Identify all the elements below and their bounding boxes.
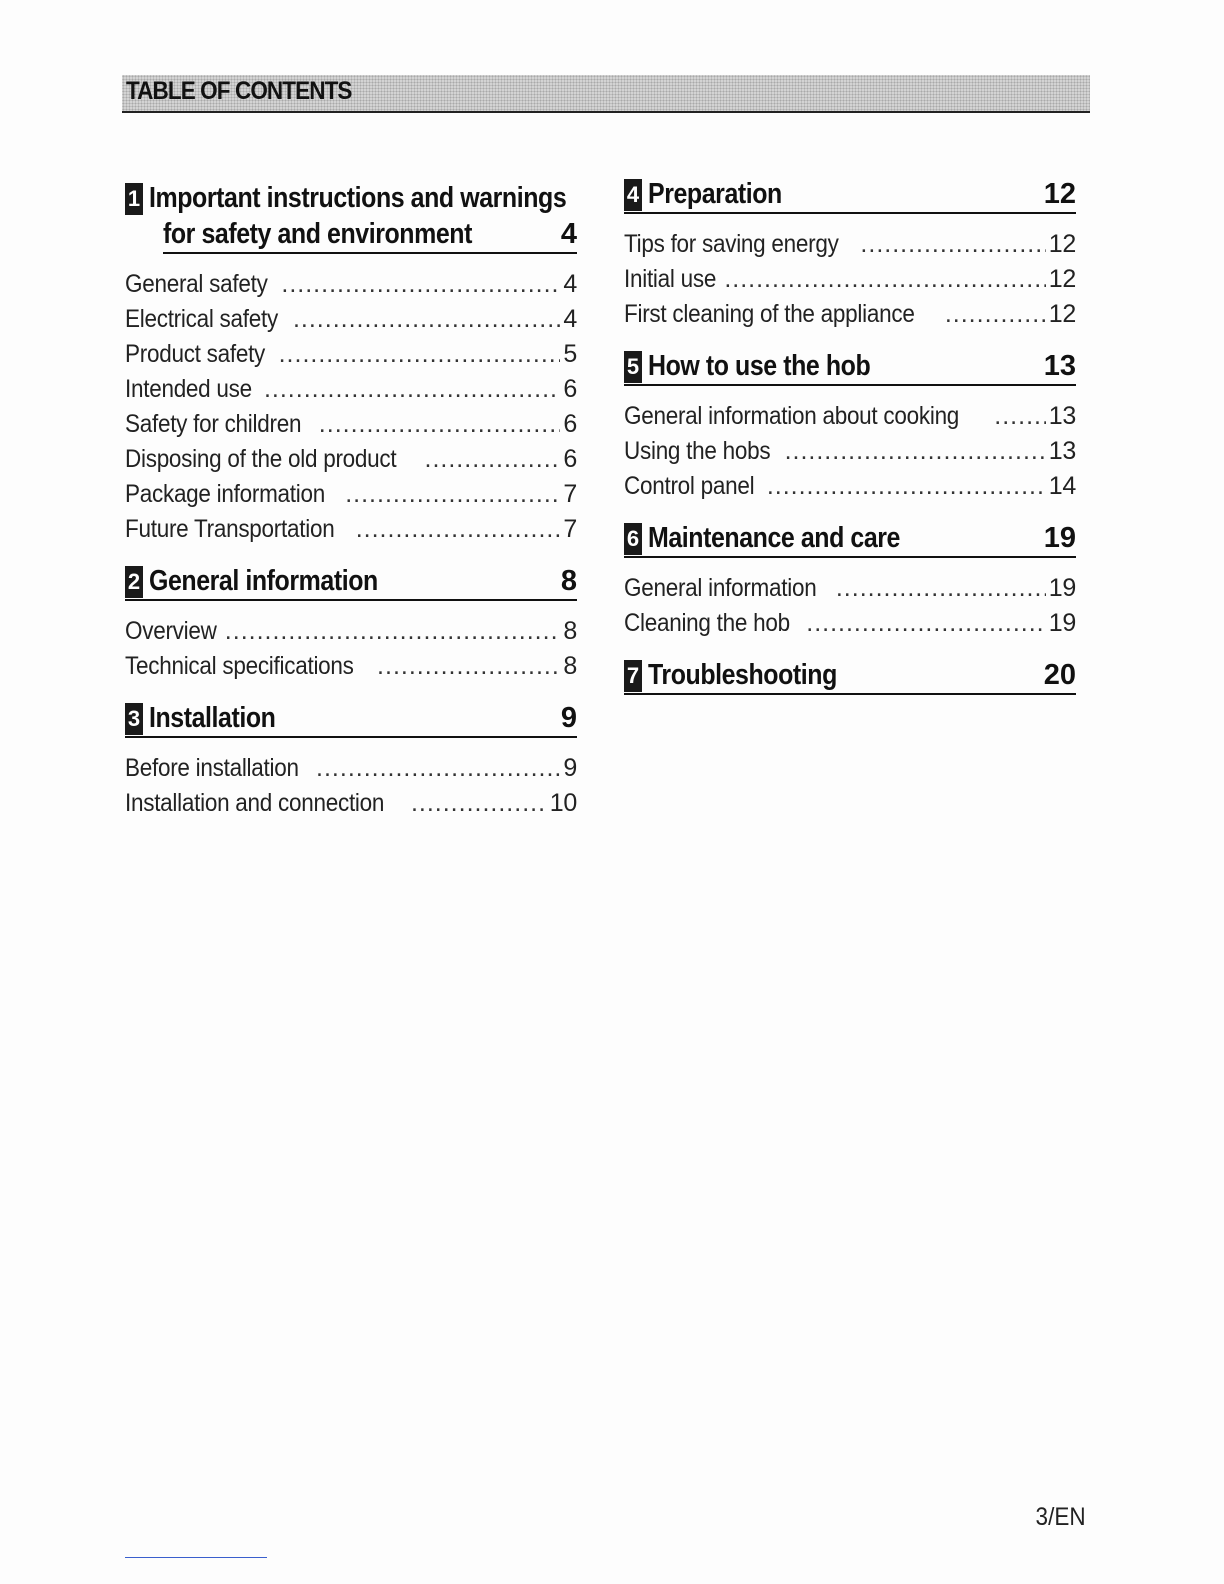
footer-rule [125, 1557, 267, 1558]
toc-header-bar [122, 75, 1090, 113]
section-title: Preparation [648, 178, 782, 210]
section-page-number: 13 [1043, 350, 1076, 382]
toc-entry[interactable] [624, 399, 1076, 434]
section-title: Important instructions and warnings [149, 182, 567, 214]
toc-entry[interactable] [624, 297, 1076, 332]
toc-entry[interactable] [125, 372, 577, 407]
entry-page-number: 8 [563, 617, 577, 645]
section-heading[interactable] [125, 563, 577, 601]
section-heading[interactable] [624, 348, 1076, 386]
toc-entry[interactable] [125, 786, 577, 821]
section-number-badge: 2 [125, 566, 143, 598]
toc-entry[interactable] [624, 606, 1076, 641]
entry-page-number: 9 [563, 754, 577, 782]
leader-dots [356, 512, 561, 547]
section-number-badge: 3 [125, 703, 143, 735]
leader-dots [785, 434, 1046, 469]
entry-label: Safety for children [125, 410, 302, 438]
entry-page-number: 7 [563, 515, 577, 543]
leader-dots [293, 302, 560, 337]
toc-section-4 [624, 176, 1076, 332]
toc-right-column [624, 176, 1076, 711]
leader-dots [225, 614, 561, 649]
entry-page-number: 12 [1048, 300, 1076, 328]
entry-page-number: 4 [563, 305, 577, 333]
leader-dots [860, 227, 1045, 262]
entry-label: Using the hobs [624, 437, 771, 465]
entry-page-number: 13 [1048, 402, 1076, 430]
toc-entry[interactable] [125, 407, 577, 442]
entry-label: Initial use [624, 265, 717, 293]
toc-entry[interactable] [125, 267, 577, 302]
leader-dots [994, 399, 1046, 434]
toc-title: TABLE OF CONTENTS [126, 77, 352, 105]
entry-label: Control panel [624, 472, 755, 500]
entry-label: Before installation [125, 754, 299, 782]
section-page-number: 9 [560, 702, 577, 734]
leader-dots [319, 407, 561, 442]
entry-label: Technical specifications [125, 652, 354, 680]
entry-page-number: 6 [563, 375, 577, 403]
toc-section-1 [125, 180, 577, 547]
leader-dots [806, 606, 1046, 641]
leader-dots [945, 297, 1046, 332]
section-heading[interactable] [624, 176, 1076, 214]
toc-entry[interactable] [125, 614, 577, 649]
leader-dots [724, 262, 1045, 297]
section-page-number: 19 [1043, 522, 1076, 554]
section-title-continued: for safety and environment [163, 218, 472, 250]
toc-section-6 [624, 520, 1076, 641]
entry-label: Disposing of the old product [125, 445, 397, 473]
entry-label: Intended use [125, 375, 252, 403]
section-heading[interactable] [125, 700, 577, 738]
toc-entry[interactable] [624, 434, 1076, 469]
section-heading[interactable] [125, 180, 577, 254]
leader-dots [836, 571, 1046, 606]
entry-page-number: 19 [1048, 609, 1076, 637]
section-page-number: 20 [1043, 659, 1076, 691]
entry-label: General safety [125, 270, 268, 298]
toc-entry[interactable] [125, 337, 577, 372]
toc-section-7 [624, 657, 1076, 695]
entry-label: Tips for saving energy [624, 230, 839, 258]
toc-entry[interactable] [125, 649, 577, 684]
leader-dots [377, 649, 560, 684]
entry-label: Installation and connection [125, 789, 385, 817]
entry-page-number: 6 [563, 410, 577, 438]
toc-section-2 [125, 563, 577, 684]
leader-dots [425, 442, 561, 477]
toc-entry[interactable] [125, 442, 577, 477]
entry-label: General information about cooking [624, 402, 960, 430]
entry-page-number: 7 [563, 480, 577, 508]
entry-page-number: 12 [1048, 265, 1076, 293]
page-number-footer: 3/EN [1035, 1503, 1086, 1531]
entry-page-number: 19 [1048, 574, 1076, 602]
entry-label: Electrical safety [125, 305, 278, 333]
toc-entry[interactable] [125, 302, 577, 337]
entry-label: Package information [125, 480, 325, 508]
toc-section-3 [125, 700, 577, 821]
section-number-badge: 7 [624, 660, 642, 692]
toc-entry[interactable] [125, 751, 577, 786]
toc-entry[interactable] [624, 469, 1076, 504]
entry-page-number: 6 [563, 445, 577, 473]
entry-page-number: 12 [1048, 230, 1076, 258]
entry-label: General information [624, 574, 817, 602]
leader-dots [264, 372, 560, 407]
section-heading[interactable] [624, 520, 1076, 558]
section-number-badge: 6 [624, 523, 642, 555]
section-title: General information [149, 565, 378, 597]
entry-label: Overview [125, 617, 217, 645]
entry-label: Product safety [125, 340, 266, 368]
leader-dots [281, 267, 560, 302]
section-page-number: 8 [560, 565, 577, 597]
section-number-badge: 5 [624, 351, 642, 383]
entry-label: Future Transportation [125, 515, 335, 543]
entry-label: First cleaning of the appliance [624, 300, 915, 328]
entry-page-number: 10 [549, 789, 577, 817]
toc-entry[interactable] [125, 477, 577, 512]
toc-entry[interactable] [624, 227, 1076, 262]
toc-section-5 [624, 348, 1076, 504]
leader-dots [345, 477, 560, 512]
section-title: Maintenance and care [648, 522, 900, 554]
section-page-number: 4 [560, 218, 577, 250]
leader-dots [767, 469, 1046, 504]
section-title: How to use the hob [648, 350, 871, 382]
entry-page-number: 5 [563, 340, 577, 368]
leader-dots [316, 751, 560, 786]
entry-label: Cleaning the hob [624, 609, 790, 637]
leader-dots [411, 786, 547, 821]
toc-entry[interactable] [125, 512, 577, 547]
section-number-badge: 4 [624, 179, 642, 211]
entry-page-number: 14 [1048, 472, 1076, 500]
section-page-number: 12 [1043, 178, 1076, 210]
section-title: Installation [149, 702, 276, 734]
section-title: Troubleshooting [648, 659, 837, 691]
toc-entry[interactable] [624, 262, 1076, 297]
entry-page-number: 8 [563, 652, 577, 680]
section-heading[interactable] [624, 657, 1076, 695]
section-number-badge: 1 [125, 183, 143, 215]
entry-page-number: 4 [563, 270, 577, 298]
entry-page-number: 13 [1048, 437, 1076, 465]
toc-entry[interactable] [624, 571, 1076, 606]
leader-dots [279, 337, 561, 372]
toc-left-column [125, 180, 577, 837]
